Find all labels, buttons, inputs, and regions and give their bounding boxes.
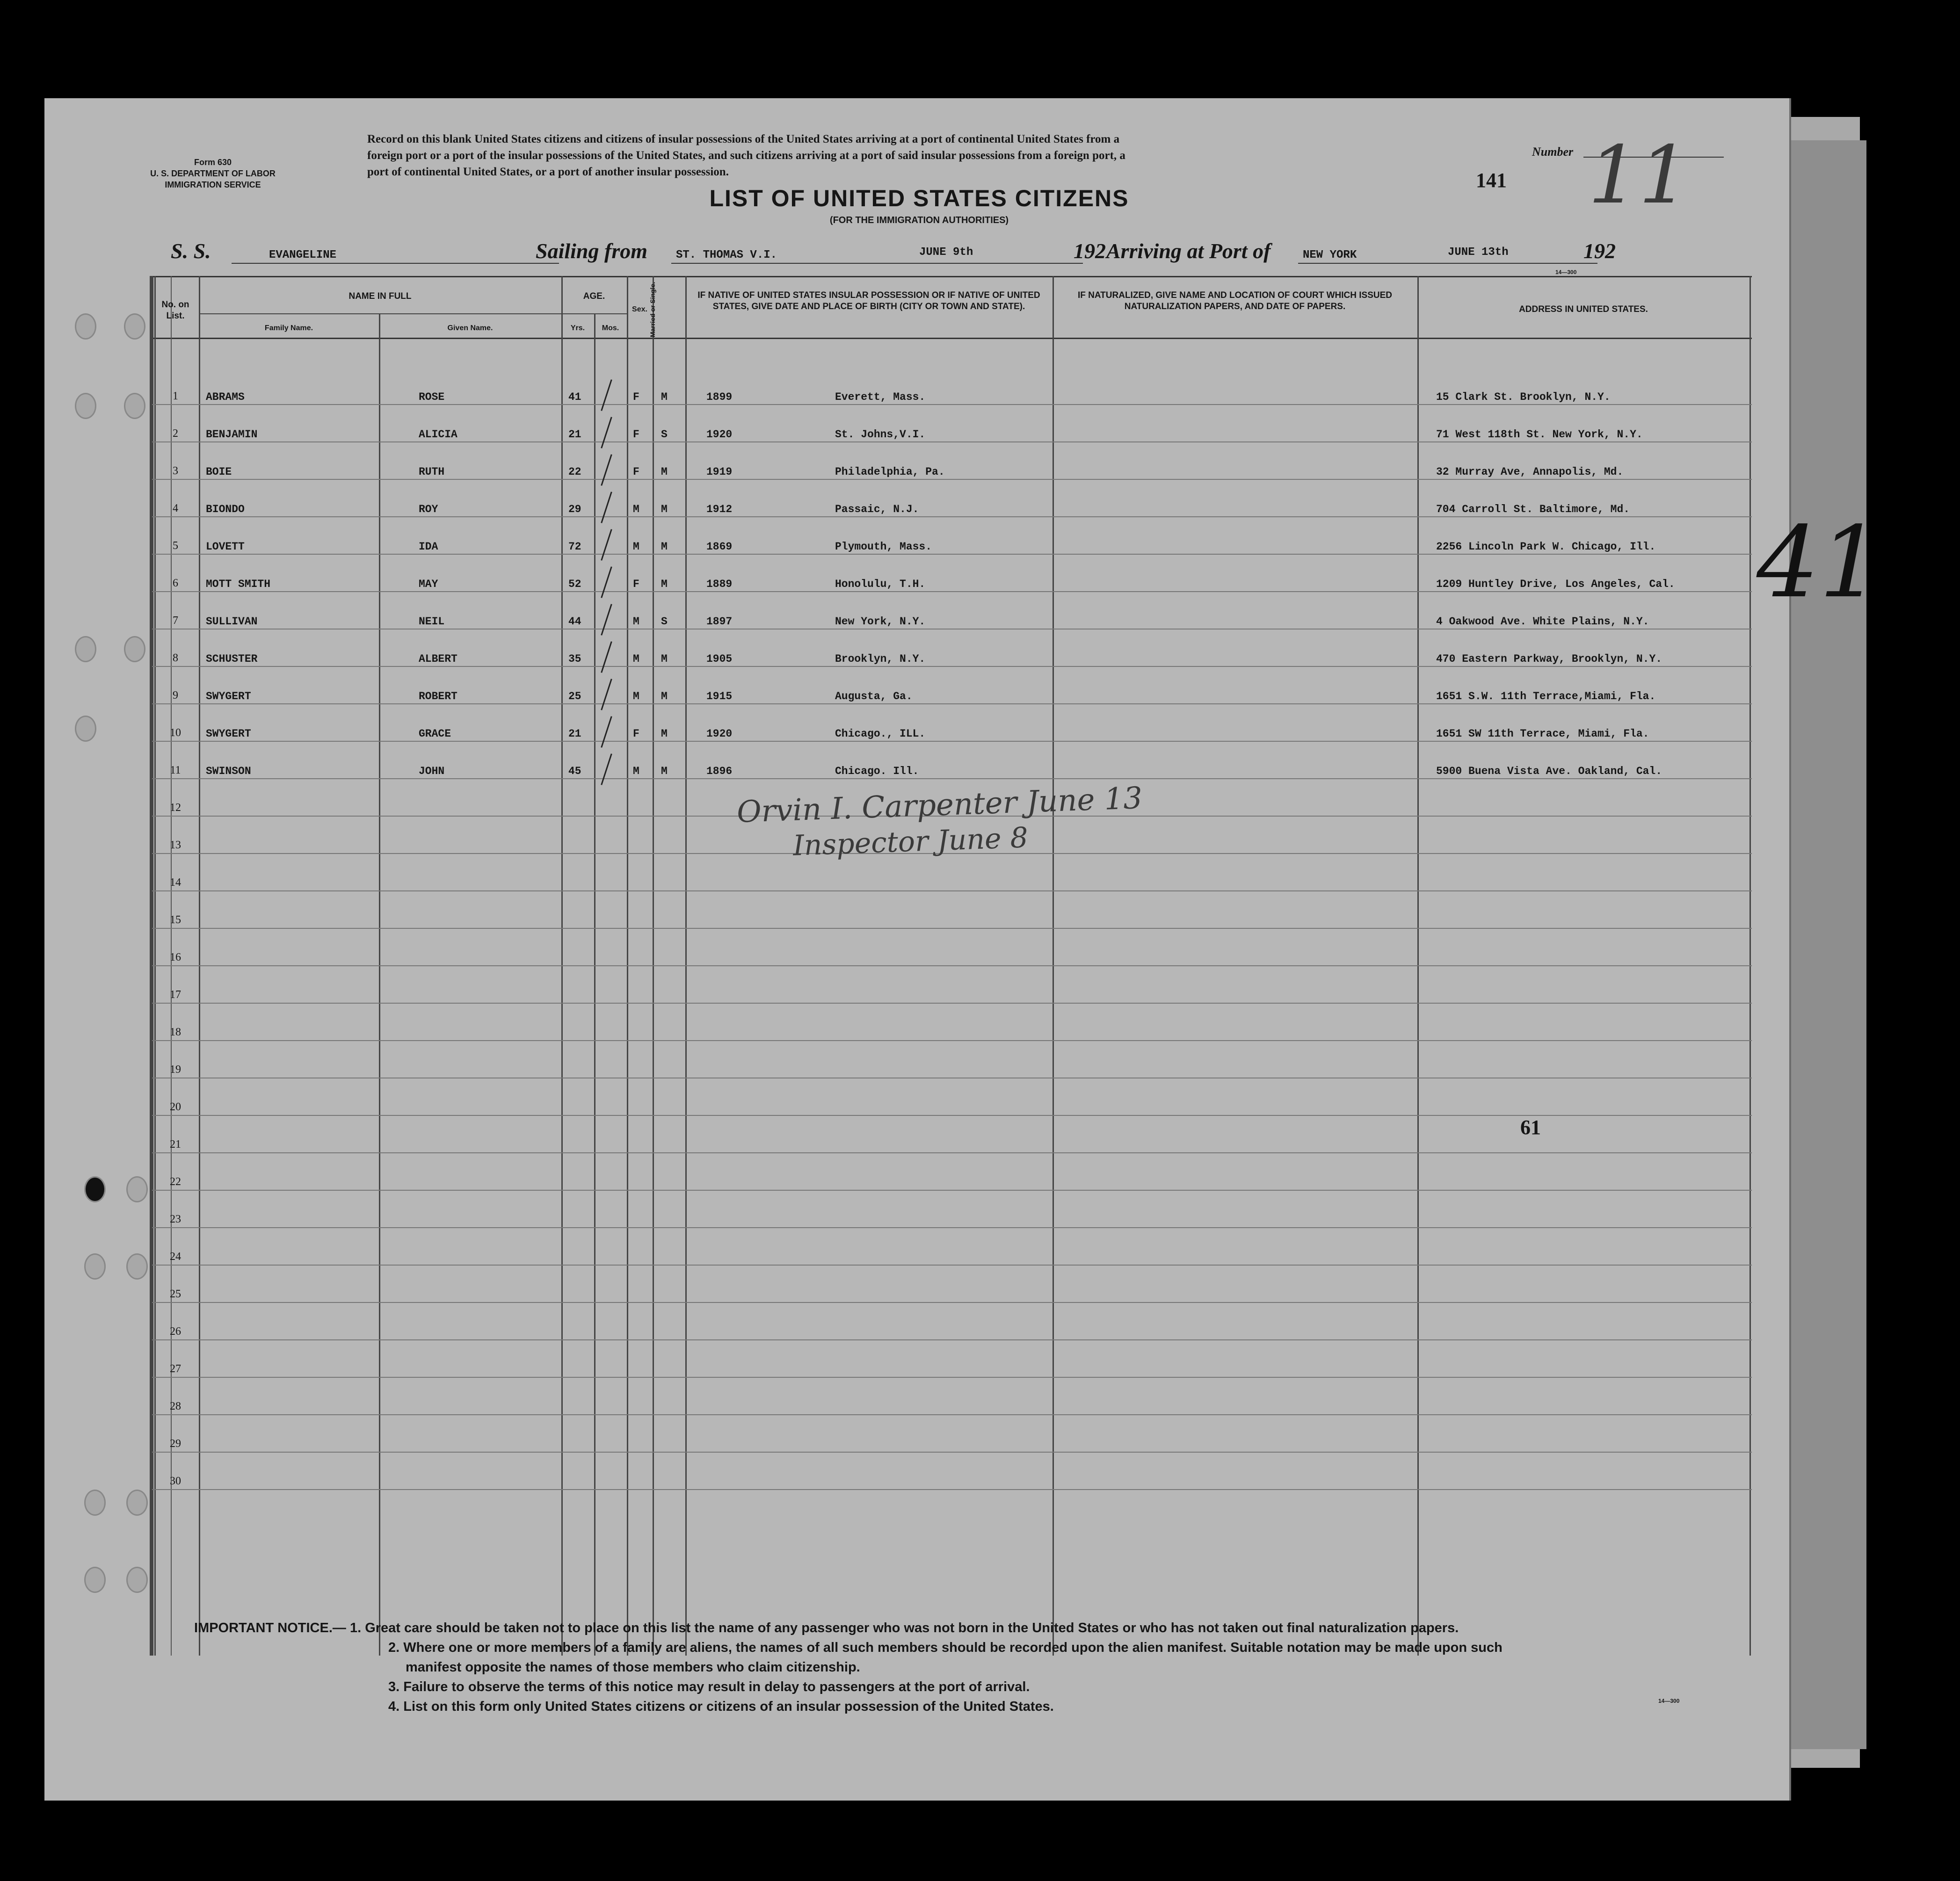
row-rule [152, 404, 1752, 405]
birth-year-cell: 1920 [706, 428, 733, 441]
row-rule [152, 1452, 1752, 1453]
birth-year-cell: 1869 [706, 541, 733, 553]
instructions-line-1: Record on this blank United States citizens and citizens of insular possessions of the United States arriving at a port of continental United States from a [367, 133, 1120, 145]
row-number: 30 [170, 1475, 181, 1487]
notice-item-1: 1. Great care should be taken not to place on this list the name of any passenger who was not born in the United States or who has not taken out final naturalization papers. [349, 1621, 1459, 1635]
punch-hole [124, 393, 145, 419]
age-years-cell: 21 [568, 728, 581, 740]
row-rule [152, 1339, 1752, 1340]
ship-name: EVANGELINE [269, 249, 337, 261]
punch-hole [75, 636, 96, 662]
birth-year-cell: 1915 [706, 690, 733, 702]
birth-place-cell: Everett, Mass. [835, 391, 926, 403]
printer-mark: 14—300 [1555, 269, 1577, 275]
punch-hole [84, 1176, 106, 1202]
row-number: 3 [173, 465, 178, 477]
header-family-name: Family Name. [264, 324, 313, 332]
header-married-single: Married or Single. [649, 282, 656, 338]
header-mos: Mos. [602, 324, 619, 332]
sex-cell: M [633, 615, 639, 628]
given-name-cell: NEIL [419, 615, 445, 628]
address-cell: 1209 Huntley Drive, Los Angeles, Cal. [1436, 578, 1675, 590]
marital-status-cell: S [661, 428, 668, 441]
birth-year-cell: 1899 [706, 391, 733, 403]
address-cell: 4 Oakwood Ave. White Plains, N.Y. [1436, 615, 1649, 628]
row-number: 15 [170, 914, 181, 926]
header-no: No. on List. [161, 300, 189, 321]
sex-cell: M [633, 541, 639, 553]
family-name-cell: BENJAMIN [206, 428, 258, 441]
punch-hole [84, 1253, 106, 1280]
header-name-in-full: NAME IN FULL [348, 291, 412, 301]
marital-status-cell: S [661, 615, 668, 628]
arrival-year: 192 [1583, 239, 1616, 263]
marital-status-cell: M [661, 765, 668, 777]
birth-year-cell: 1905 [706, 653, 733, 665]
notice-item-2: 2. Where one or more members of a family are aliens, the names of all such members should be recorded upon the alien manifest. Suitable notation may be made upon such [388, 1640, 1503, 1655]
row-rule [152, 441, 1752, 442]
header-sex: Sex. [632, 305, 647, 313]
age-years-cell: 21 [568, 428, 581, 441]
given-name-cell: ROBERT [419, 690, 457, 702]
record-instructions [367, 131, 1499, 180]
age-years-cell: 72 [568, 541, 581, 553]
given-name-cell: GRACE [419, 728, 451, 740]
marital-status-cell: M [661, 578, 668, 590]
row-rule [152, 1377, 1752, 1378]
sailing-label: Sailing from [536, 239, 648, 263]
row-rule [152, 1115, 1752, 1116]
address-cell: 2256 Lincoln Park W. Chicago, Ill. [1436, 541, 1656, 553]
age-years-cell: 44 [568, 615, 581, 628]
sex-cell: M [633, 503, 639, 515]
page-count: 61 [1520, 1116, 1541, 1139]
given-name-cell: JOHN [419, 765, 445, 777]
row-number: 27 [170, 1363, 181, 1375]
row-number: 25 [170, 1288, 181, 1300]
row-number: 18 [170, 1026, 181, 1038]
row-rule [152, 1227, 1752, 1228]
row-rule [152, 928, 1752, 929]
address-cell: 15 Clark St. Brooklyn, N.Y. [1436, 391, 1611, 403]
punch-hole [126, 1176, 148, 1202]
address-cell: 32 Murray Ave, Annapolis, Md. [1436, 466, 1624, 478]
ss-label: S. S. [171, 239, 211, 263]
footer-code: 14—300 [1658, 1698, 1680, 1704]
age-years-cell: 52 [568, 578, 581, 590]
arrival-date-underline [1443, 263, 1597, 264]
row-number: 16 [170, 951, 181, 963]
birth-year-cell: 1920 [706, 728, 733, 740]
age-years-cell: 41 [568, 391, 581, 403]
birth-year-cell: 1896 [706, 765, 733, 777]
birth-place-cell: Passaic, N.J. [835, 503, 919, 515]
row-number: 10 [170, 727, 181, 739]
birth-place-cell: Chicago., ILL. [835, 728, 926, 740]
marital-status-cell: M [661, 541, 668, 553]
arrival-date: JUNE 13th [1448, 246, 1509, 259]
ship-underline [232, 263, 559, 264]
family-name-cell: ABRAMS [206, 391, 245, 403]
birth-place-cell: Philadelphia, Pa. [835, 466, 945, 478]
row-number: 21 [170, 1138, 181, 1150]
sex-cell: M [633, 690, 639, 702]
punch-hole [124, 636, 145, 662]
col-line-no [150, 276, 151, 1656]
sex-cell: F [633, 428, 639, 441]
row-number: 28 [170, 1400, 181, 1412]
instructions-line-2: foreign port or a port of the insular possessions of the United States, and such citizens arriving at a port of said insular possessions from a foreign port, a [367, 149, 1125, 162]
header-naturalized: IF NATURALIZED, GIVE NAME AND LOCATION OF COURT WHICH ISSUED NATURALIZATION PAPERS, AND DATE OF PAPERS. [1077, 290, 1392, 311]
punch-hole [84, 1567, 106, 1593]
row-number: 29 [170, 1438, 181, 1450]
inspector-signature: Orvin I. Carpenter June 13 [736, 781, 1143, 830]
row-rule [152, 666, 1752, 667]
birth-year-cell: 1897 [706, 615, 733, 628]
sailing-date: JUNE 9th [919, 246, 973, 259]
row-number: 2 [173, 427, 178, 440]
address-cell: 704 Carroll St. Baltimore, Md. [1436, 503, 1630, 515]
row-number: 17 [170, 989, 181, 1001]
age-years-cell: 45 [568, 765, 581, 777]
punch-hole [75, 313, 96, 340]
address-cell: 5900 Buena Vista Ave. Oakland, Cal. [1436, 765, 1662, 777]
sex-cell: F [633, 466, 639, 478]
row-rule [152, 554, 1752, 555]
notice-item-2-continued: manifest opposite the names of those members who claim citizenship. [406, 1660, 860, 1675]
birth-place-cell: Chicago. Ill. [835, 765, 919, 777]
sex-cell: M [633, 765, 639, 777]
sex-cell: F [633, 391, 639, 403]
birth-place-cell: Augusta, Ga. [835, 690, 913, 702]
row-number: 8 [173, 652, 178, 664]
row-number: 24 [170, 1251, 181, 1263]
col-line-mos [594, 313, 595, 1656]
handwritten-number: 11 [1588, 129, 1690, 222]
departure-underline [671, 263, 943, 264]
given-name-cell: ROSE [419, 391, 445, 403]
birth-place-cell: Plymouth, Mass. [835, 541, 932, 553]
page-title: LIST OF UNITED STATES CITIZENS [709, 185, 1129, 211]
age-years-cell: 35 [568, 653, 581, 665]
inspector-title: Inspector June 8 [792, 821, 1029, 862]
punch-hole [126, 1253, 148, 1280]
marital-status-cell: M [661, 653, 668, 665]
row-rule [152, 703, 1752, 704]
important-notice [194, 1618, 1785, 1716]
row-number: 7 [173, 615, 178, 627]
row-number: 26 [170, 1325, 181, 1338]
row-rule [152, 479, 1752, 480]
row-rule [152, 1265, 1752, 1266]
birth-year-cell: 1912 [706, 503, 733, 515]
row-rule [152, 741, 1752, 742]
family-name-cell: LOVETT [206, 541, 245, 553]
sex-cell: F [633, 728, 639, 740]
marital-status-cell: M [661, 690, 668, 702]
row-number: 5 [173, 540, 178, 552]
birth-year-cell: 1919 [706, 466, 733, 478]
page-subtitle: (FOR THE IMMIGRATION AUTHORITIES) [829, 215, 1009, 225]
given-name-cell: ALICIA [419, 428, 457, 441]
age-years-cell: 25 [568, 690, 581, 702]
row-number: 9 [173, 689, 178, 702]
punch-hole [124, 313, 145, 340]
marital-status-cell: M [661, 466, 668, 478]
manifest-table [152, 276, 1752, 1657]
row-number: 6 [173, 577, 178, 589]
row-rule [152, 591, 1752, 592]
family-name-cell: SWYGERT [206, 728, 251, 740]
arriving-label: Arriving at Port of [1106, 239, 1271, 263]
number-label: Number [1532, 145, 1574, 159]
family-name-cell: SWYGERT [206, 690, 251, 702]
department-name: U. S. DEPARTMENT OF LABOR [150, 169, 276, 178]
notice-item-4: 4. List on this form only United States citizens or citizens of an insular possession of the United States. [388, 1699, 1054, 1714]
row-number: 22 [170, 1176, 181, 1188]
sailing-date-underline [905, 263, 1083, 264]
row-number: 1 [173, 390, 178, 402]
header-yrs: Yrs. [570, 324, 585, 332]
row-rule [152, 1152, 1752, 1153]
punch-hole [75, 393, 96, 419]
given-name-cell: RUTH [419, 466, 445, 478]
family-name-cell: SWINSON [206, 765, 251, 777]
form-identification [138, 157, 288, 190]
manifest-page [44, 98, 1882, 1801]
birth-place-cell: Honolulu, T.H. [835, 578, 926, 590]
family-name-cell: SCHUSTER [206, 653, 258, 665]
given-name-cell: MAY [419, 578, 438, 590]
birth-place-cell: St. Johns,V.I. [835, 428, 926, 441]
row-rule [152, 1040, 1752, 1041]
row-number: 12 [170, 802, 181, 814]
family-name-cell: MOTT SMITH [206, 578, 271, 590]
row-number: 19 [170, 1063, 181, 1076]
row-rule [152, 516, 1752, 517]
row-rule [152, 890, 1752, 891]
row-rule [152, 965, 1752, 966]
address-cell: 71 West 118th St. New York, N.Y. [1436, 428, 1643, 441]
age-years-cell: 29 [568, 503, 581, 515]
row-number: 4 [173, 502, 178, 514]
row-rule [152, 1190, 1752, 1191]
marital-status-cell: M [661, 503, 668, 515]
row-number: 13 [170, 839, 181, 851]
birth-year-cell: 1889 [706, 578, 733, 590]
instructions-line-3: port of continental United States, or a port of another insular possession. [367, 166, 729, 178]
row-rule [152, 1489, 1752, 1490]
given-name-cell: IDA [419, 541, 438, 553]
notice-heading: IMPORTANT NOTICE.— [194, 1621, 346, 1635]
row-rule [152, 1302, 1752, 1303]
row-rule [152, 778, 1752, 779]
header-given-name: Given Name. [447, 324, 493, 332]
name-subheader-rule [199, 313, 561, 314]
header-address: ADDRESS IN UNITED STATES. [1519, 304, 1648, 314]
row-rule [152, 1414, 1752, 1415]
given-name-cell: ALBERT [419, 653, 457, 665]
notice-item-3: 3. Failure to observe the terms of this notice may result in delay to passengers at the port of arrival. [388, 1679, 1030, 1694]
row-number: 11 [170, 764, 181, 776]
row-rule [152, 1003, 1752, 1004]
marital-status-cell: M [661, 391, 668, 403]
form-number: Form 630 [194, 158, 232, 167]
sex-cell: F [633, 578, 639, 590]
arrival-port: NEW YORK [1303, 249, 1357, 261]
birth-place-cell: Brooklyn, N.Y. [835, 653, 926, 665]
row-number: 20 [170, 1101, 181, 1113]
header-age: AGE. [583, 291, 605, 301]
family-name-cell: BIONDO [206, 503, 245, 515]
departure-port: ST. THOMAS V.I. [676, 249, 777, 261]
col-line-given [379, 313, 380, 1656]
side-handwritten-number: 41 [1757, 505, 1882, 620]
address-cell: 1651 SW 11th Terrace, Miami, Fla. [1436, 728, 1649, 740]
punch-hole [126, 1567, 148, 1593]
row-number: 23 [170, 1213, 181, 1225]
birth-place-cell: New York, N.Y. [835, 615, 926, 628]
given-name-cell: ROY [419, 503, 438, 515]
family-name-cell: SULLIVAN [206, 615, 258, 628]
number-value: 141 [1476, 169, 1507, 192]
marital-status-cell: M [661, 728, 668, 740]
punch-hole [84, 1490, 106, 1516]
punch-hole [126, 1490, 148, 1516]
service-name: IMMIGRATION SERVICE [165, 180, 261, 189]
family-name-cell: BOIE [206, 466, 232, 478]
address-cell: 470 Eastern Parkway, Brooklyn, N.Y. [1436, 653, 1662, 665]
age-years-cell: 22 [568, 466, 581, 478]
header-birth: IF NATIVE OF UNITED STATES INSULAR POSSESSION OR IF NATIVE OF UNITED STATES, GIVE DATE AND PLACE OF BIRTH (CITY OR TOWN AND STATE). [697, 290, 1040, 311]
age-subheader-rule [561, 313, 627, 314]
header-bottom-rule [152, 338, 1752, 339]
sex-cell: M [633, 653, 639, 665]
row-number: 14 [170, 876, 181, 889]
punch-hole [75, 716, 96, 742]
address-cell: 1651 S.W. 11th Terrace,Miami, Fla. [1436, 690, 1656, 702]
sailing-year: 192 [1074, 239, 1106, 263]
